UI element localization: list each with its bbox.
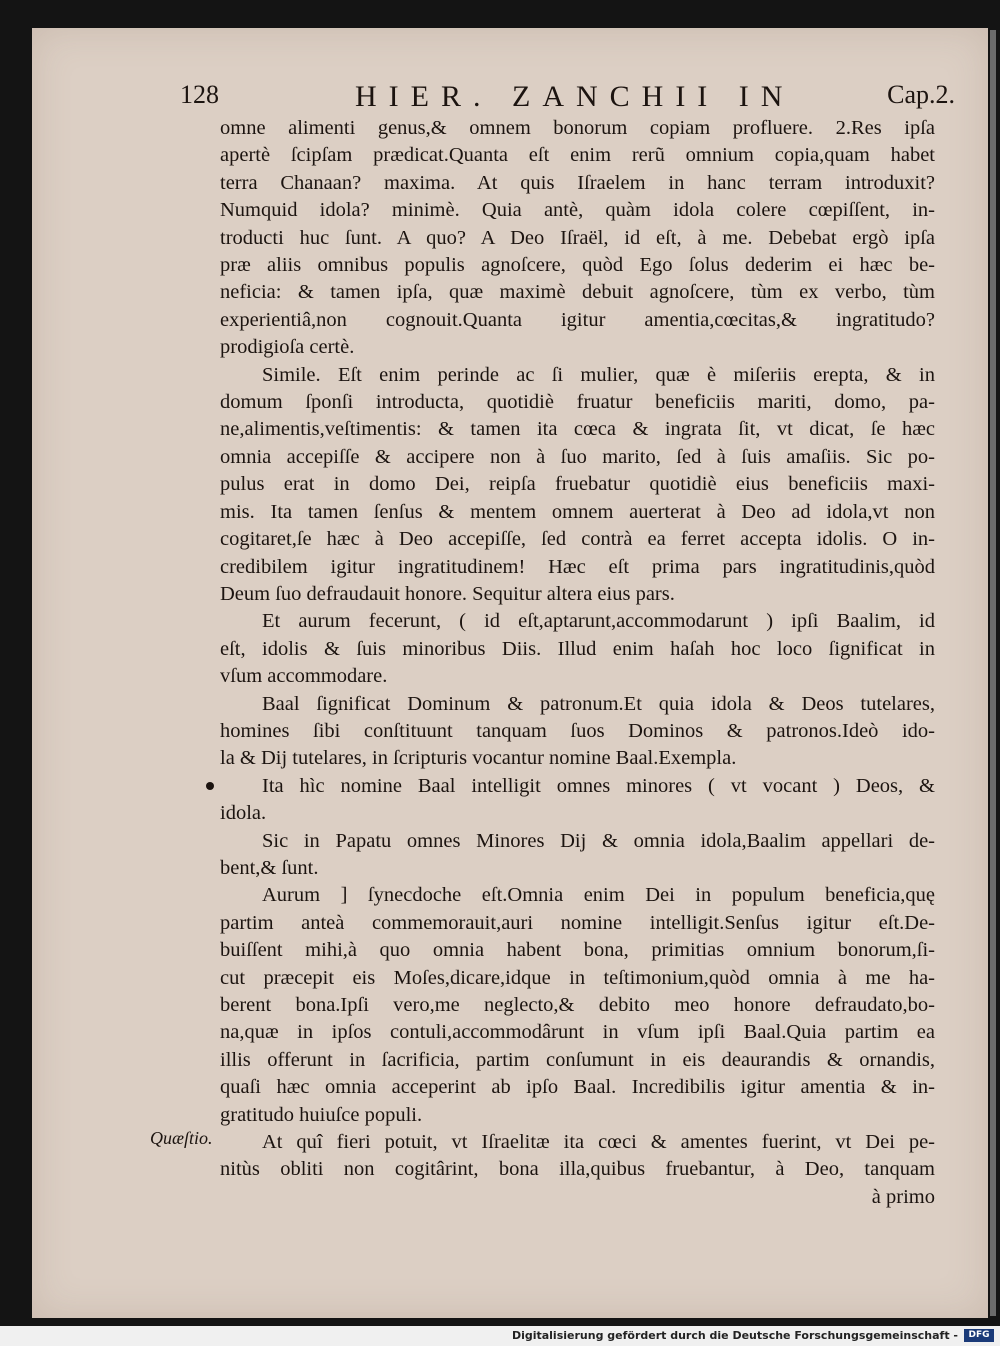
text-line: terra Chanaan? maxima. At quis Iſraelem in hanc terram introduxit?	[220, 171, 935, 194]
chapter-label: Cap.2.	[887, 80, 955, 109]
text-line: Baal ſignificat Dominum & patronum.Et quia idola & Deos tutelares,	[262, 692, 935, 715]
text-line: berent bona.Ipſi vero,me neglecto,& debito meo honore defraudato,bo-	[220, 994, 935, 1016]
text-line: Deum ſuo defraudauit honore. Sequitur altera eius pars.	[220, 582, 675, 605]
text-line: omne alimenti genus,& omnem bonorum copiam profluere. 2.Res ipſa	[220, 117, 935, 139]
catchword: à primo	[871, 1185, 935, 1208]
running-head	[180, 80, 955, 114]
text-line: credibilem igitur ingratitudinem! Hæc eſt prima pars ingratitudinis,quòd	[220, 555, 935, 578]
page-edge	[990, 30, 996, 1316]
text-line: eſt, idolis & ſuis minoribus Diis. Illud enim haſah hoc loco ſignificat in	[220, 637, 935, 660]
text-line: partim anteà commemorauit,auri nomine intelligit.Senſus igitur eſt.De-	[220, 911, 935, 934]
text-line: Aurum ] ſynecdoche eſt.Omnia enim Dei in populum beneficia,quę	[262, 884, 935, 907]
text-line: mis. Ita tamen ſenſus & mentem omnem auerterat à Deo ad idola,vt non	[220, 500, 935, 523]
text-line: nitùs obliti non cogitârint, bona illa,quibus fruebantur, à Deo, tanquam	[220, 1158, 935, 1181]
text-line: Numquid idola? minimè. Quia antè, quàm idola colere cœpiſſent, in-	[220, 199, 935, 222]
text-line: præ aliis omnibus populis agnoſcere, quòd Ego ſolus dederim ei hæc be-	[220, 254, 935, 277]
text-line: experientiâ,non cognouit.Quanta igitur amentia,cœcitas,& ingratitudo?	[220, 308, 935, 331]
footer-credit: Digitalisierung gefördert durch die Deutsche Forschungsgemeinschaft -	[511, 1329, 958, 1342]
text-line: vſum accommodare.	[220, 665, 388, 688]
page-number: 128	[180, 80, 219, 109]
text-line: illis offerunt in ſacrificia, partim conſumunt in eis deaurandis & ornandis,	[220, 1048, 935, 1071]
text-line: buiſſent mihi,à quo omnia habent bona, primitias omnium bonorum,ſi-	[220, 939, 935, 962]
text-line: Ita hìc nomine Baal intelligit omnes minores ( vt vocant ) Deos, &	[262, 774, 935, 797]
body-text	[220, 115, 935, 1211]
text-line: omnia accepiſſe & accipere non à ſuo marito, ſed à ſuis amaſiis. Sic po-	[220, 445, 935, 468]
text-line: cogitaret,ſe hæc à Deo accepiſſe, ſed contrà ea ferret accepta idolis. O in-	[220, 528, 935, 551]
dfg-logo: DFG	[964, 1329, 994, 1342]
text-line: homines ſibi conſtituunt tanquam ſuos Dominos & patronos.Ideò ido-	[220, 719, 935, 742]
text-line: na,quæ in ipſos contuli,accommodârunt in vſum ipſi Baal.Quia partim ea	[220, 1021, 935, 1044]
text-line: ne,alimentis,veſtimentis: & tamen ita cœca & ingrata ſit, vt dicat, ſe hæc	[220, 418, 935, 441]
text-line: cut præcepit eis Moſes,dicare,idque in teſtimonium,quòd omnia à me ha-	[220, 966, 935, 989]
text-line: apertè ſcipſam prædicat.Quanta eſt enim rerũ omnium copia,quam habet	[220, 144, 935, 167]
text-line: troducti huc ſunt. A quo? A Deo Iſraël, id eſt, à me. Debebat ergò ipſa	[220, 226, 935, 249]
text-line: At quî fieri potuit, vt Iſraelitæ ita cœci & amentes fuerint, vt Dei pe-	[262, 1131, 935, 1154]
text-line: bent,& ſunt.	[220, 856, 319, 879]
text-line: la & Dij tutelares, in ſcripturis vocantur nomine Baal.Exempla.	[220, 747, 737, 770]
text-line: quaſi hæc omnia acceperint ab ipſo Baal. Incredibilis igitur amentia & in-	[220, 1076, 935, 1099]
margin-note: Quæſtio.	[150, 1128, 213, 1148]
text-line: gratitudo huiuſce populi.	[220, 1103, 423, 1126]
text-line: Sic in Papatu omnes Minores Dij & omnia idola,Baalim appellari de-	[262, 829, 935, 852]
footer-bar	[0, 1326, 1000, 1346]
text-line: pulus erat in domo Dei, reipſa fruebatur quotidiè eius beneficiis maxi-	[220, 473, 935, 496]
text-line: domum ſponſi introducta, quotidiè fruatur beneficiis mariti, domo, pa-	[220, 391, 935, 414]
running-title: HIER. ZANCHII IN	[355, 80, 795, 113]
text-line: idola.	[220, 802, 267, 825]
text-line: Simile. Eſt enim perinde ac ſi mulier, quæ è miſeriis erepta, & in	[262, 363, 935, 386]
margin-bullet-icon	[206, 782, 214, 790]
text-line: Et aurum fecerunt, ( id eſt,aptarunt,accommodarunt ) ipſi Baalim, id	[262, 610, 935, 633]
text-line: prodigioſa certè.	[220, 336, 355, 359]
text-line: neficia: & tamen ipſa, quæ maximè debuit agnoſcere, tùm ex verbo, tùm	[220, 281, 935, 304]
